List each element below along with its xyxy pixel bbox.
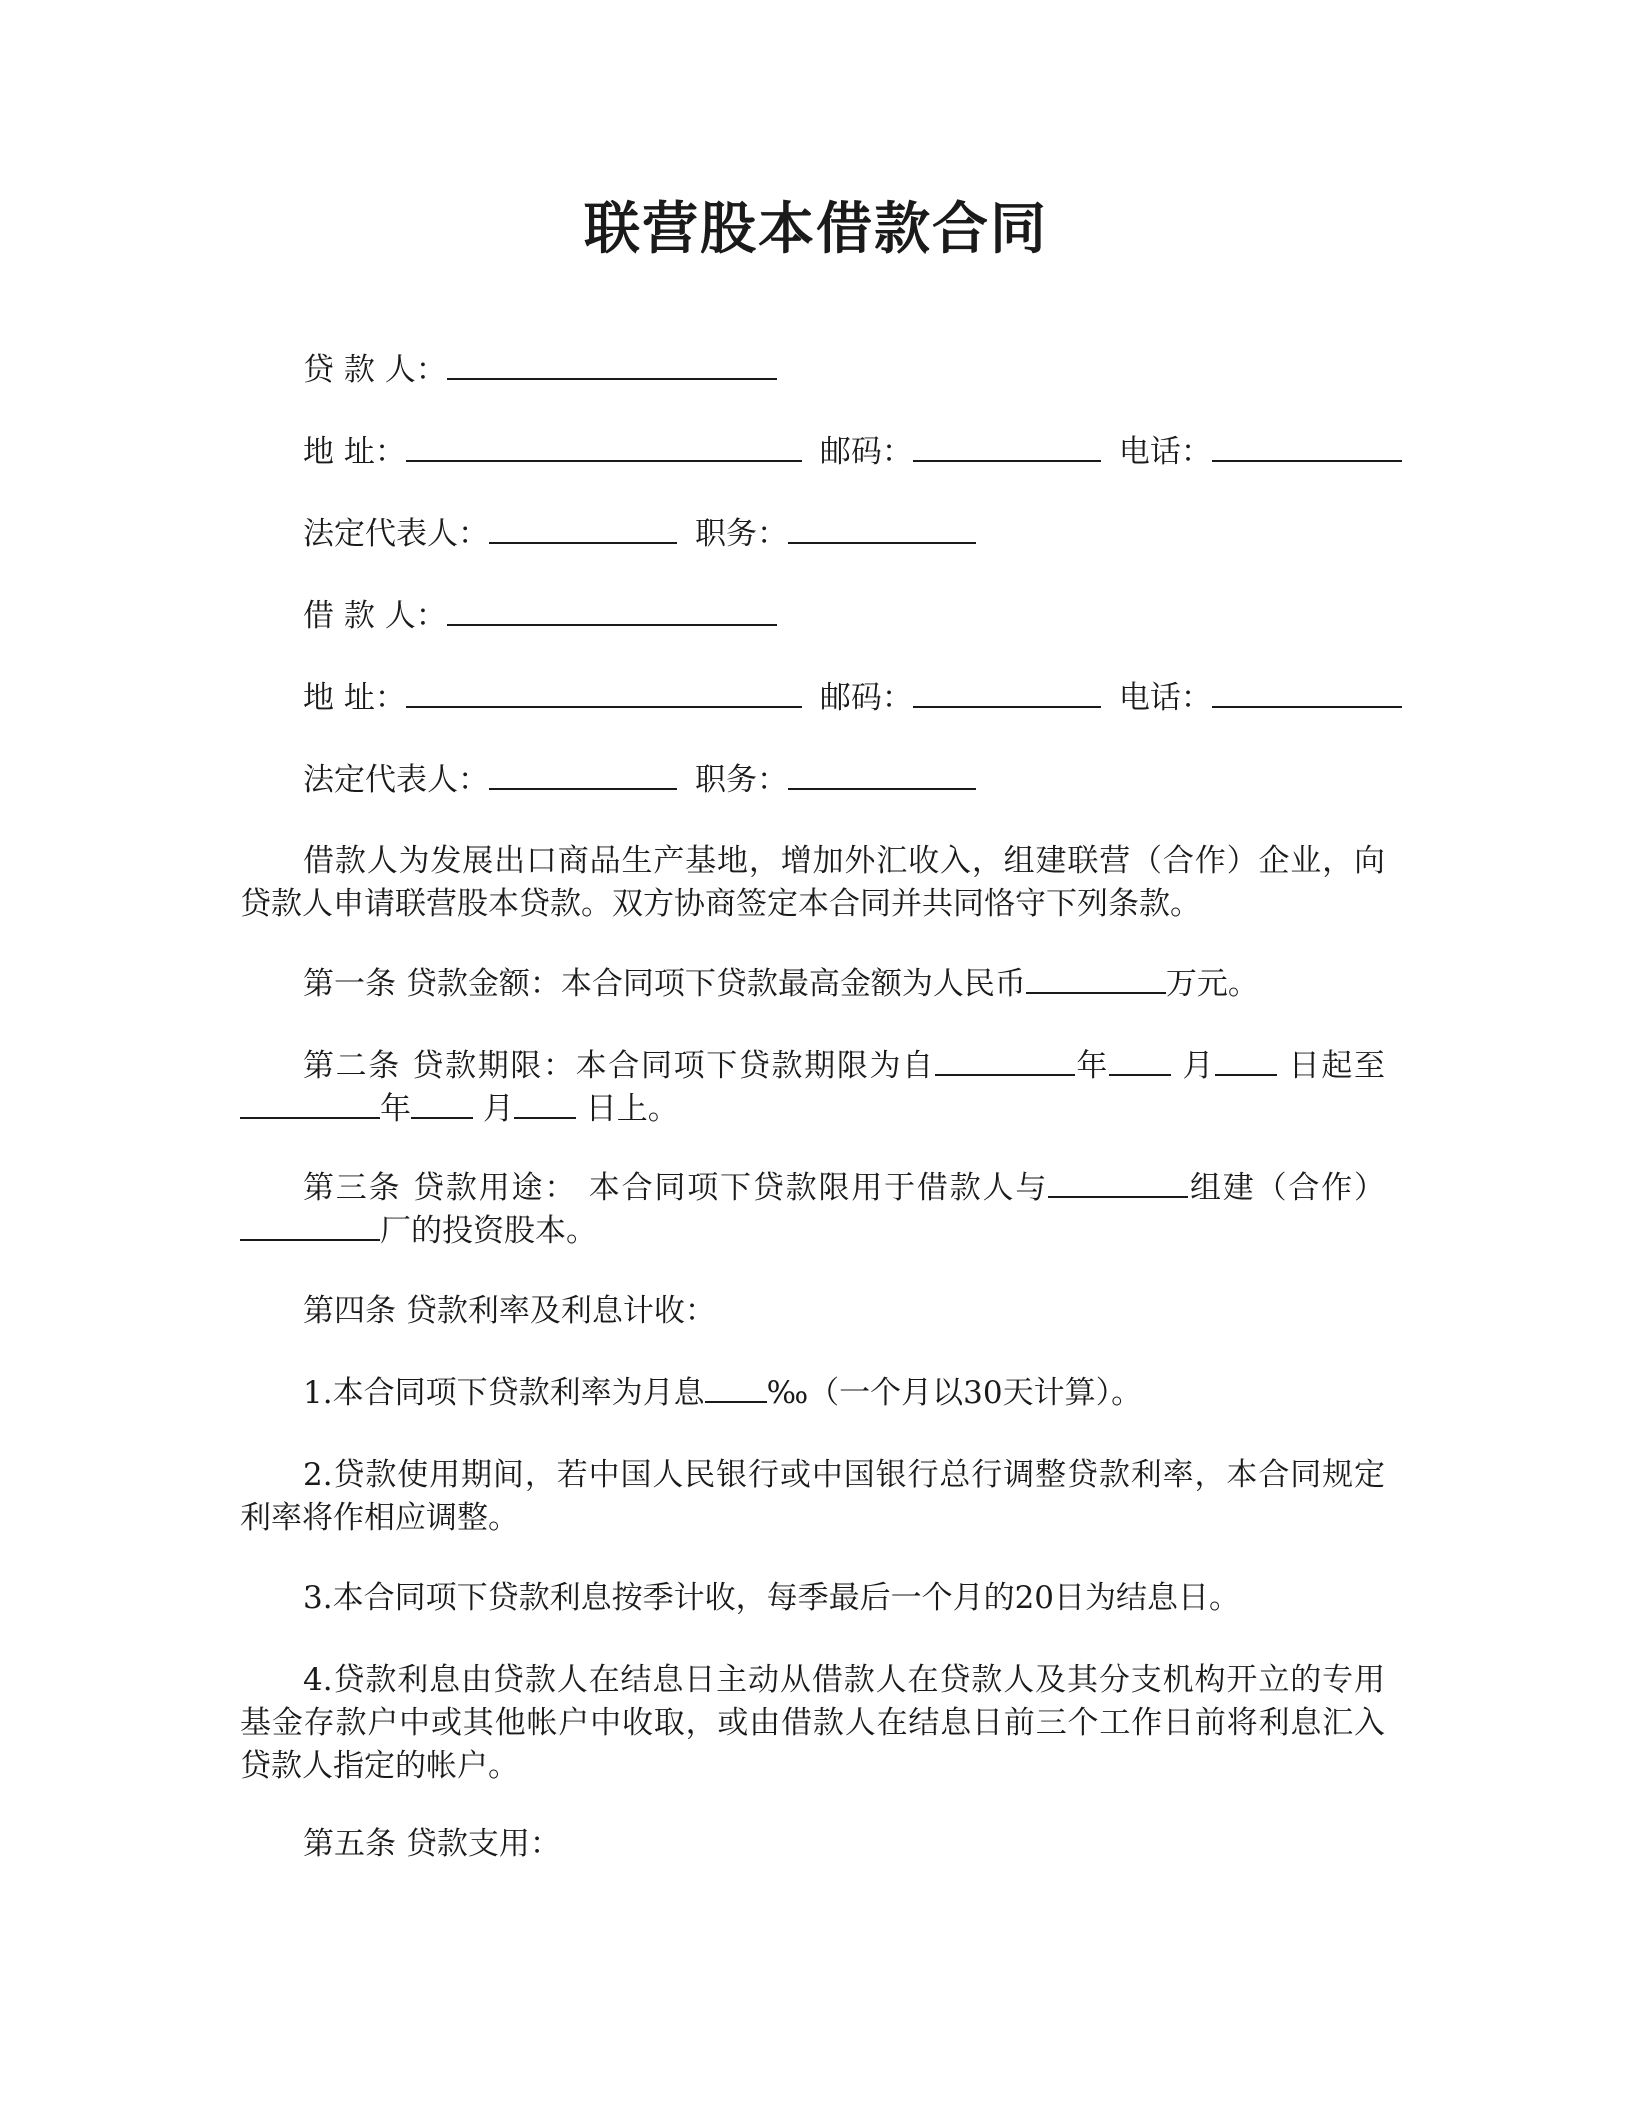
day-to-label: 日起至 [1277,1048,1386,1084]
end-day-blank [514,1089,576,1119]
lender-position-blank [788,512,976,544]
lender-position-label: 职务： [695,516,788,552]
amount-blank [1026,964,1166,994]
item-1-text: 1.本合同项下贷款利率为月息 [303,1375,705,1411]
lender-postcode-blank [913,430,1101,462]
borrower-rep-label: 法定代表人： [303,762,489,798]
borrower-phone-label: 电话： [1118,680,1212,716]
article-4-item-3: 3.本合同项下贷款利息按季计收，每季最后一个月的20日为结息日。 [303,1580,1241,1616]
borrower-rep-line [303,758,976,801]
intro-paragraph: 借款人为发展出口商品生产基地，增加外汇收入，组建联营（合作）企业，向贷款人申请联营股本贷款。双方协商签定本合同并共同恪守下列条款。 [240,843,1385,922]
borrower-address-blank [406,676,802,708]
lender-address-line [303,430,1402,473]
borrower-name-line [303,594,777,637]
borrower-name-blank [447,594,777,626]
start-day-blank [1215,1046,1277,1076]
lender-rep-line [303,512,976,555]
end-month-blank [411,1089,473,1119]
article-1 [240,963,1385,1006]
borrower-address-line [303,676,1402,719]
borrower-postcode-label: 邮码： [819,680,913,716]
article-3-text: 第三条 贷款用途： 本合同项下贷款限用于借款人与 [303,1170,1049,1206]
article-2 [240,1045,1385,1131]
article-4-heading: 第四条 贷款利率及利息计收： [303,1293,716,1329]
end-label: 日上。 [575,1091,679,1127]
borrower-address-label: 地 址： [303,680,406,716]
end-year-blank [240,1089,380,1119]
lender-rep-blank [489,512,677,544]
lender-name-blank [447,348,777,380]
article-4-item-4: 4.贷款利息由贷款人在结息日主动从借款人在贷款人及其分支机构开立的专用基金存款户中或其他帐户中收取，或由借款人在结息日前三个工作日前将利息汇入贷款人指定的帐户。 [240,1662,1385,1784]
year-label-2: 年 [380,1091,411,1127]
borrower-position-label: 职务： [695,762,788,798]
partner-blank [1048,1168,1188,1198]
article-5-heading: 第五条 贷款支用： [303,1826,561,1862]
borrower-postcode-blank [913,676,1101,708]
document-title: 联营股本借款合同 [584,197,1048,262]
lender-name-line [303,348,777,391]
start-month-blank [1109,1046,1171,1076]
article-1-text: 第一条 贷款金额：本合同项下贷款最高金额为人民币 [303,966,1026,1002]
factory-blank [240,1211,380,1241]
lender-phone-label: 电话： [1118,434,1212,470]
borrower-name-label: 借 款 人： [303,598,447,634]
lender-address-label: 地 址： [303,434,406,470]
article-3 [240,1167,1385,1253]
article-4-item-1 [240,1372,1385,1415]
lender-address-blank [406,430,802,462]
rate-blank [705,1373,767,1403]
article-3-mid: 组建（合作） [1188,1170,1385,1206]
start-year-blank [935,1046,1075,1076]
lender-phone-blank [1212,430,1402,462]
lender-postcode-label: 邮码： [819,434,913,470]
article-1-unit: 万元。 [1165,966,1259,1002]
article-4-item-2: 2.贷款使用期间，若中国人民银行或中国银行总行调整贷款利率，本合同规定利率将作相应调整。 [240,1457,1385,1536]
year-label: 年 [1074,1048,1110,1084]
borrower-position-blank [788,758,976,790]
borrower-phone-blank [1212,676,1402,708]
month-label: 月 [1171,1048,1216,1084]
lender-rep-label: 法定代表人： [303,516,489,552]
article-3-end: 厂的投资股本。 [380,1213,597,1249]
month-label-2: 月 [473,1091,514,1127]
lender-name-label: 贷 款 人： [303,352,447,388]
article-2-text: 第二条 贷款期限：本合同项下贷款期限为自 [303,1048,935,1084]
borrower-rep-blank [489,758,677,790]
item-1-unit: ‰（一个月以30天计算）。 [766,1375,1143,1411]
